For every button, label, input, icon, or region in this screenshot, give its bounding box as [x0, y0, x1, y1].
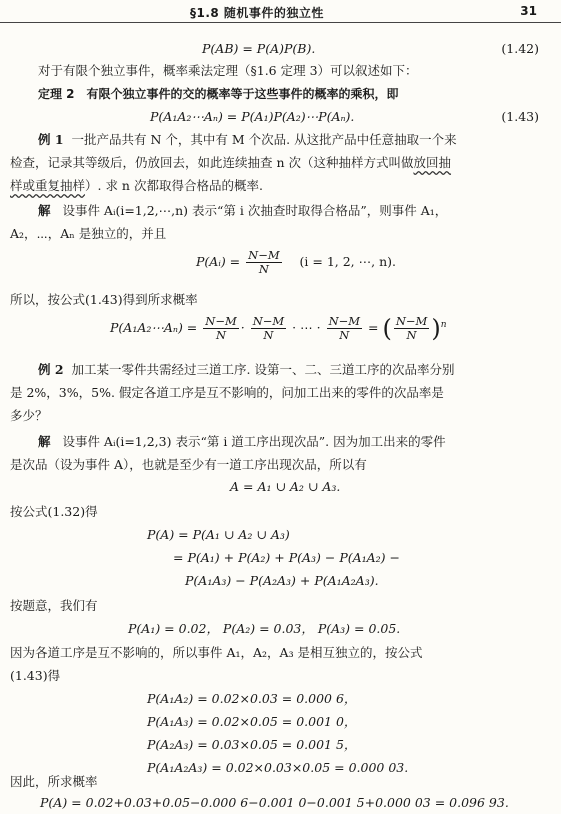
theorem-2-line	[38, 86, 398, 102]
fraction-numerator: N−M	[395, 314, 428, 328]
solution-2-line-5: 因为各道工序是互不影响的，所以事件 A₁，A₂，A₃ 是相互独立的，按公式	[10, 645, 423, 660]
equation-inclusion-1: P(A) = P(A₁ ∪ A₂ ∪ A₃)	[147, 527, 290, 542]
equation-p-a1a2: P(A₁A₂) = 0.02×0.03 = 0.000 6，	[147, 691, 357, 706]
equation-number-1-42: (1.42)	[501, 41, 539, 56]
example-2-label: 例 2	[38, 362, 64, 377]
wavy-term-2: 样或重复抽样	[10, 178, 86, 193]
equation-p-a1a2a3: P(A₁A₂A₃) = 0.02×0.03×0.05 = 0.000 03.	[147, 760, 409, 775]
solution-1-line-2: A₂，⋯，Aₙ 是独立的，并且	[10, 226, 167, 241]
running-header	[0, 0, 561, 23]
example-1-line-2	[10, 155, 451, 171]
wavy-term-1: 放回抽	[413, 155, 452, 170]
example-2-line-2: 是 2%，3%，5%. 假定各道工序是互不影响的，问加工出来的零件的次品率是	[10, 385, 444, 400]
fraction-numerator: N−M	[328, 314, 361, 328]
equation-union: A = A₁ ∪ A₂ ∪ A₃.	[230, 479, 341, 494]
solution-1-line-1	[38, 203, 447, 219]
solution-2-line-3: 按公式(1.32)得	[10, 504, 98, 519]
fraction-numerator: N−M	[205, 314, 237, 328]
equation-number-1-43: (1.43)	[501, 109, 539, 124]
equation-p-a1a3: P(A₁A₃) = 0.02×0.05 = 0.001 0，	[147, 714, 357, 729]
fraction	[203, 315, 238, 342]
solution-2-line-2: 是次品（设为事件 A），也就是至少有一道工序出现次品，所以有	[10, 457, 367, 472]
solution-1-line-3: 所以，按公式(1.43)得到所求概率	[10, 292, 198, 307]
equation-1-42: P(AB) = P(A)P(B).	[202, 41, 316, 56]
example-2-text: 加工某一零件共需经过三道工序. 设第一、二、三道工序的次品率分别	[71, 362, 455, 377]
solution-2-line-4: 按题意，我们有	[10, 598, 98, 613]
equation-product: P(A₁A₂⋯Aₙ) = $\frac{N-M}{N}$ · $\frac{N-M}{N}$ · ⋯ · $\frac{N-M}{N}$ = ( $\frac{N-M}{N}$ )$^n$	[110, 314, 447, 343]
fraction	[327, 315, 362, 342]
equation-p-ai	[196, 249, 396, 276]
paren-open: (	[382, 314, 392, 343]
section-title: §1.8 随机事件的独立性	[190, 6, 324, 20]
eq2-left: P(A₁A₂⋯Aₙ) =	[110, 320, 198, 335]
equation-given: P(A₁) = 0.02， P(A₂) = 0.03， P(A₃) = 0.05.	[128, 621, 401, 636]
fraction-denominator: N	[263, 328, 274, 342]
equation-inclusion-3: P(A₁A₃) − P(A₂A₃) + P(A₁A₂A₃).	[185, 573, 379, 588]
equation-final: P(A) = 0.02+0.03+0.05−0.000 6−0.001 0−0.001 5+0.000 03 = 0.096 93.	[40, 795, 509, 810]
solution-2-text: 设事件 Aᵢ(i=1,2,3) 表示“第 i 道工序出现次品”. 因为加工出来的零件	[62, 434, 446, 449]
example-1-text: 一批产品共有 N 个，其中有 M 个次品. 从这批产品中任意抽取一个来	[71, 132, 457, 147]
solution-1-text: 设事件 Aᵢ(i=1,2,⋯,n) 表示“第 i 次抽查时取得合格品”，则事件 A₁，	[62, 203, 448, 218]
solution-2-line-1	[38, 434, 446, 450]
example-1-label: 例 1	[38, 132, 64, 147]
paren-close: )	[431, 314, 441, 343]
fraction-denominator: N	[215, 328, 227, 342]
fraction-denominator: N	[339, 328, 350, 342]
exponent: n	[440, 319, 447, 330]
solution-2-label: 解	[38, 434, 51, 449]
equation-p-a2a3: P(A₂A₃) = 0.03×0.05 = 0.001 5，	[147, 737, 357, 752]
fraction	[246, 249, 281, 276]
solution-2-line-6: (1.43)得	[10, 668, 61, 683]
eq2-dots: · ⋯ ·	[292, 320, 321, 335]
theorem-label: 定理 2	[38, 87, 75, 101]
fraction-numerator: N−M	[252, 314, 285, 328]
paragraph-line: 对于有限个独立事件，概率乘法定理（§1.6 定理 3）可以叙述如下：	[38, 63, 418, 78]
fraction-numerator: N−M	[248, 248, 280, 262]
solution-1-label: 解	[38, 203, 51, 218]
theorem-text: 有限个独立事件的交的概率等于这些事件的概率的乘积，即	[86, 87, 399, 101]
equation-inclusion-2: = P(A₁) + P(A₂) + P(A₃) − P(A₁A₂) −	[173, 550, 401, 565]
fraction-denominator: N	[258, 262, 269, 276]
fraction	[251, 315, 286, 342]
example-1-text-c: ）. 求 n 次都取得合格品的概率.	[85, 178, 263, 193]
page-number: 31	[520, 4, 537, 18]
example-1-line-3	[10, 178, 263, 194]
fraction	[394, 315, 429, 342]
fraction-denominator: N	[406, 328, 417, 342]
eq-left: P(Aᵢ) =	[196, 254, 241, 269]
example-2-line-3: 多少？	[10, 408, 48, 423]
example-1-text-b: 检查，记录其等级后，仍放回去，如此连续抽查 n 次（这种抽样方式叫做	[10, 155, 414, 170]
solution-2-line-7: 因此，所求概率	[10, 774, 98, 789]
example-2-line-1	[38, 362, 454, 378]
eq-range: (i = 1, 2, ⋯, n).	[299, 254, 396, 269]
example-1-line-1	[38, 132, 457, 148]
equation-1-43: P(A₁A₂⋯Aₙ) = P(A₁)P(A₂)⋯P(Aₙ).	[150, 109, 355, 124]
